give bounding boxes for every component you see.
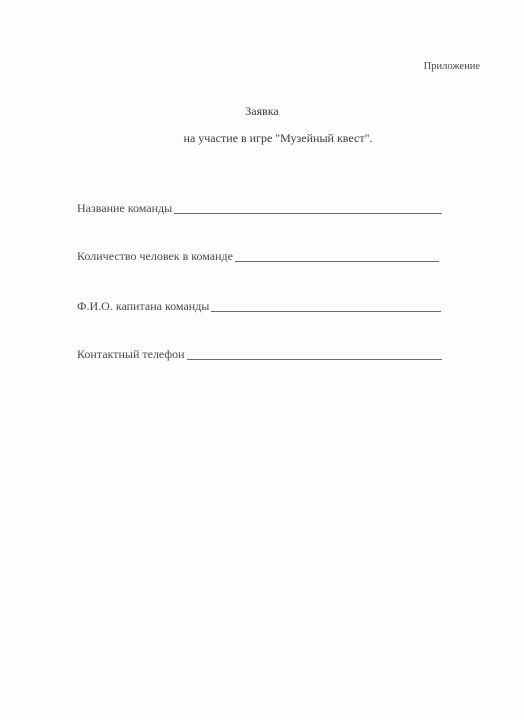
field-team-name <box>77 201 442 215</box>
field-contact-phone <box>77 347 442 361</box>
form-subtitle: на участие в игре "Музейный квест". <box>183 131 373 145</box>
field-label: Название команды <box>77 201 173 215</box>
field-label: Контактный телефон <box>77 347 185 361</box>
field-team-size <box>77 249 439 263</box>
field-captain-name <box>77 299 441 313</box>
field-label: Ф.И.О. капитана команды <box>77 299 210 313</box>
appendix-label: Приложение <box>423 61 480 72</box>
blank-line <box>211 311 441 312</box>
form-title: Заявка <box>245 104 279 118</box>
blank-line <box>235 261 439 262</box>
blank-line <box>174 213 442 214</box>
field-label: Количество человек в команде <box>77 249 233 263</box>
blank-line <box>187 359 442 360</box>
